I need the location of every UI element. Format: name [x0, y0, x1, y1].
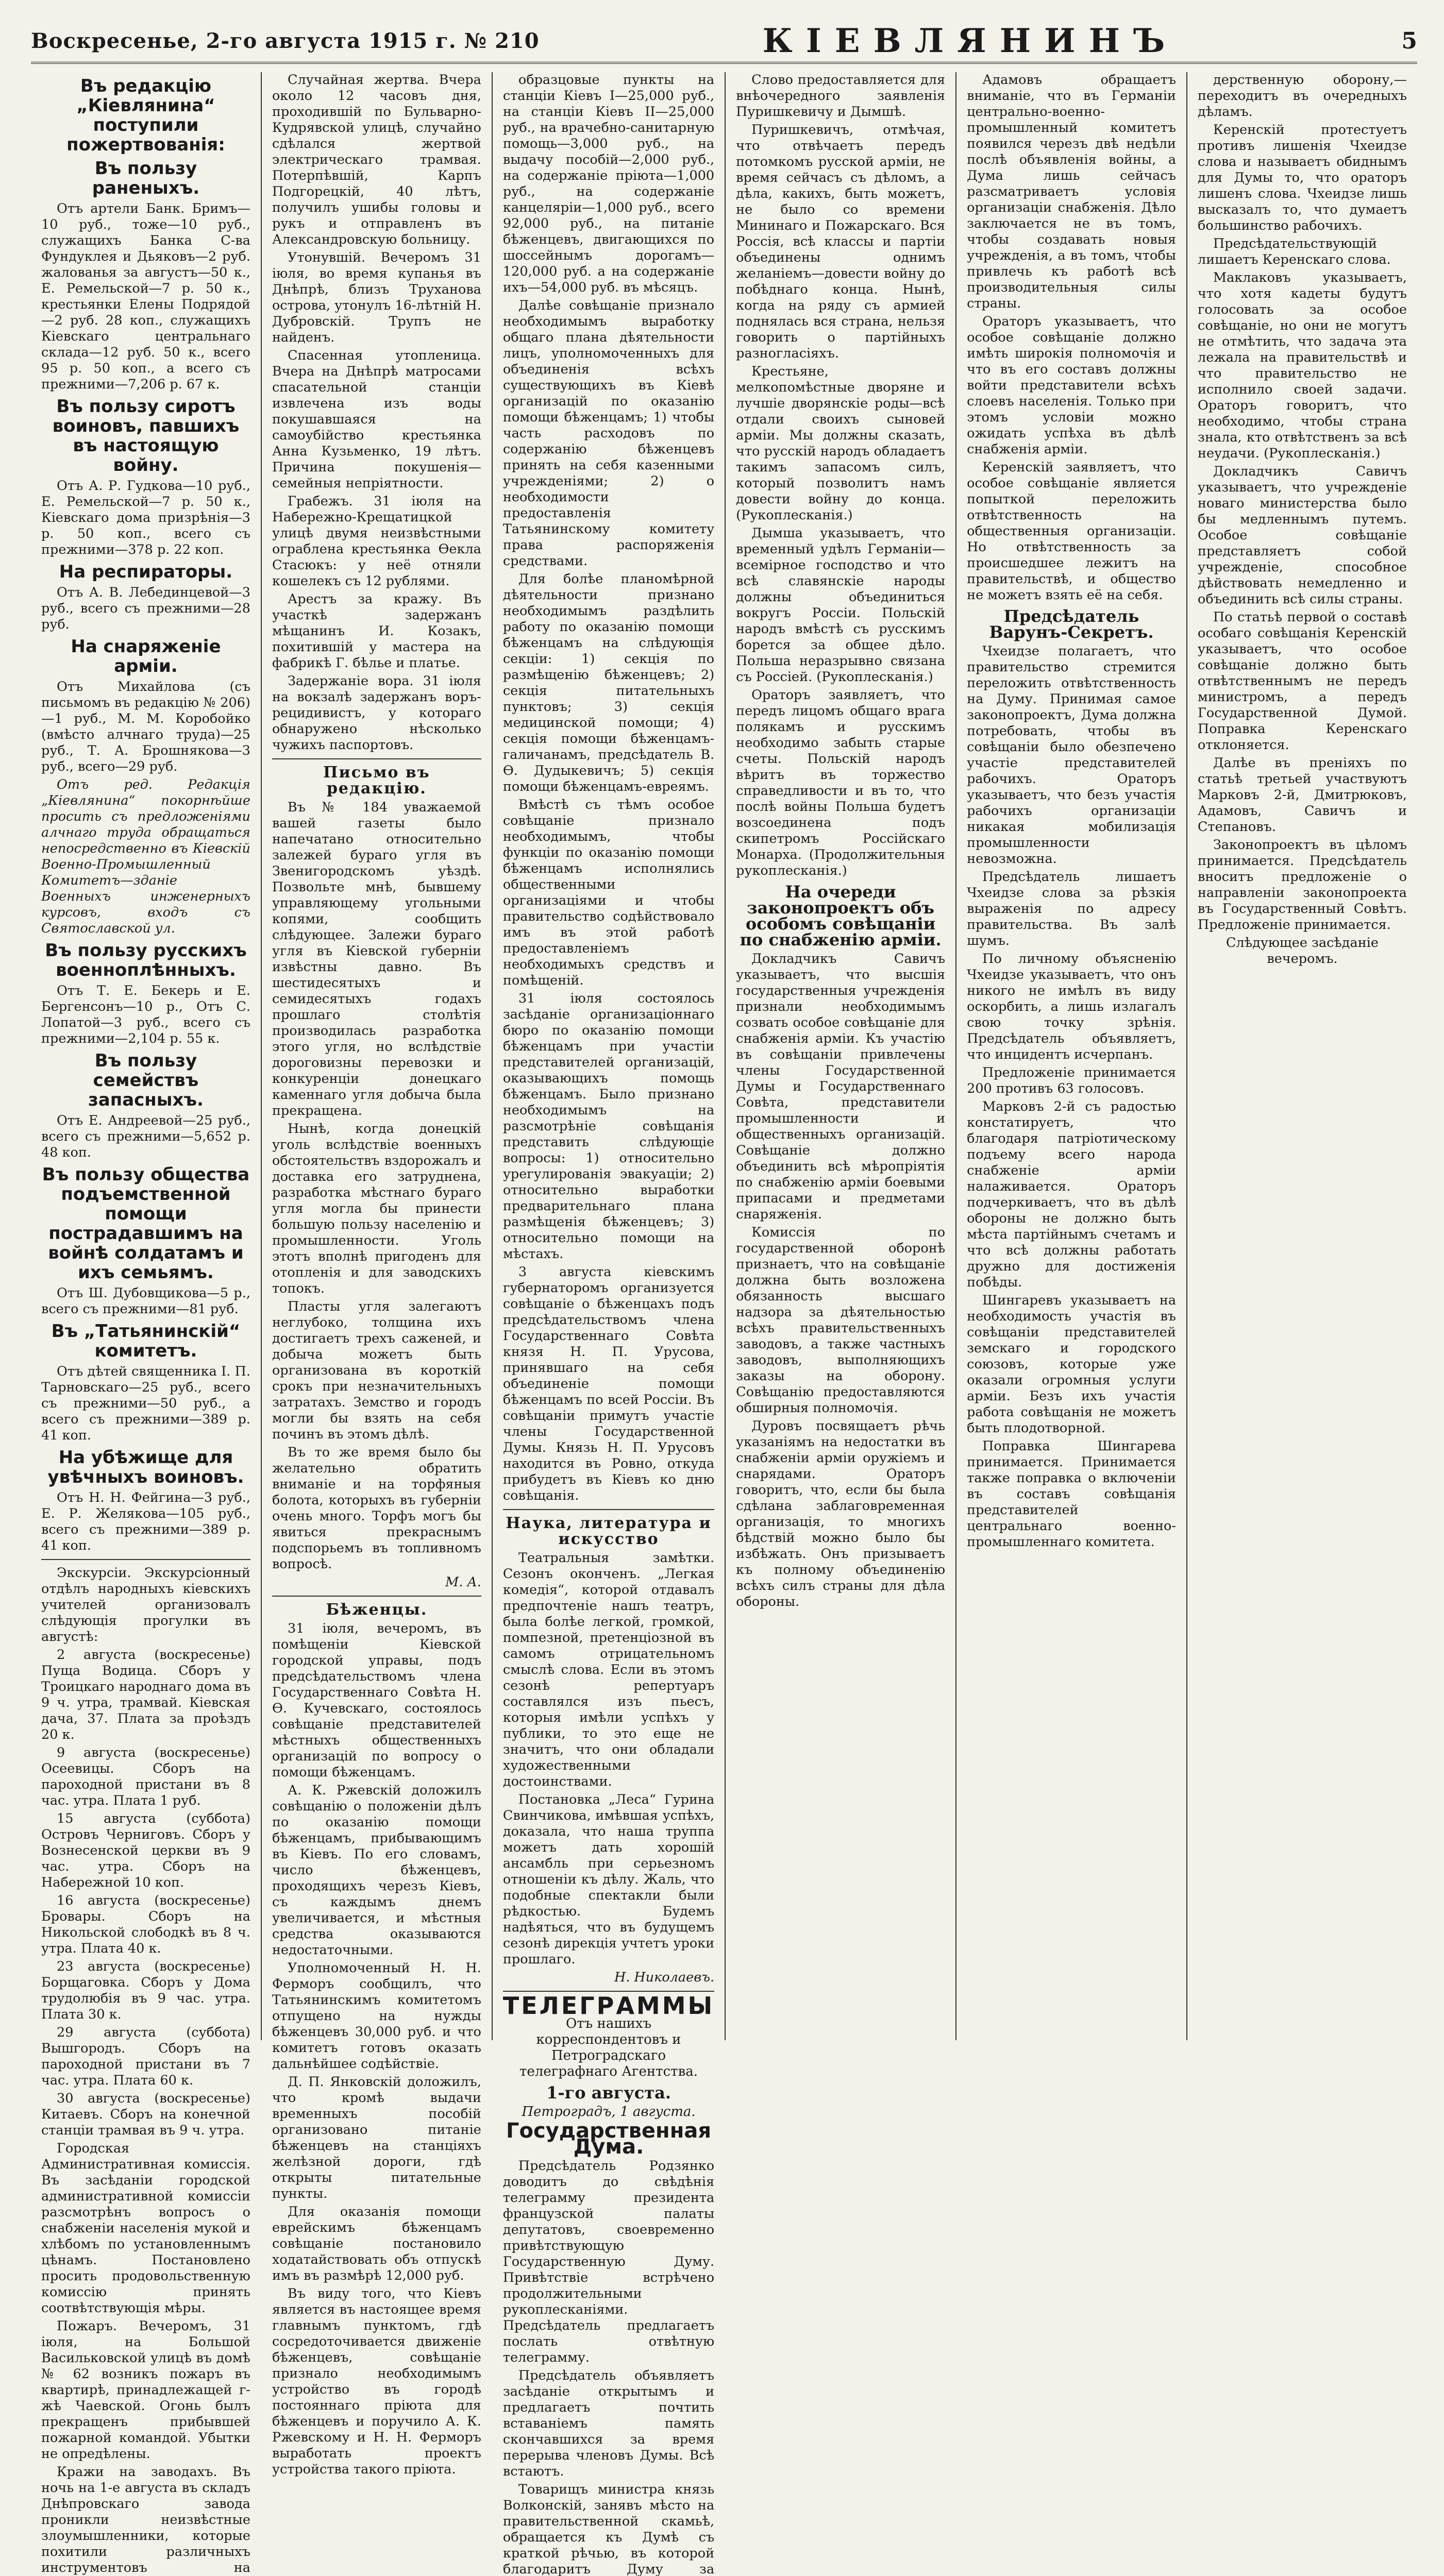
chronicle-item: 29 августа (суббота) Вышгородъ. Сборъ на пароходной пристани въ 7 час. утра. Плата 60 к.	[41, 2025, 250, 2088]
refugees-paragraph: Уполномоченный Н. Н. Ферморъ сообщилъ, что Татьянинскимъ комитетомъ отпущено на нужды бѣженцевъ 30,000 руб. и что комитетъ готовъ оказать дальнѣйшее содѣйствіе.	[272, 1960, 481, 2072]
duma-paragraph: Маклаковъ указываетъ, что хотя кадеты будутъ голосовать за особое совѣщаніе, но они не могутъ не отмѣтить, что задача эта лежала на правительствѣ и что правительство не исполнило своей задачи. Ораторъ говоритъ, что необходимо, чтобы страна знала, кто отвѣтственъ за всѣ неудачи. (Рукоплесканія.)	[1198, 270, 1407, 461]
refugees-paragraph: Вмѣстѣ съ тѣмъ особое совѣщаніе признало необходимымъ, чтобы функціи по оказанію помощи бѣженцамъ исполнялись общественными организаціями и чтобы правительство содѣйствовало имъ въ этой работѣ предоставленіемъ необходимыхъ средствъ и помѣщеній.	[502, 797, 715, 988]
newspaper-title: КІЕВЛЯНИНЪ	[762, 21, 1179, 60]
duma-paragraph: Предсѣдатель Родзянко доводитъ до свѣдѣнія телеграмму президента французской палаты депутатовъ, своевременно привѣтствующую Государственную Думу. Привѣтствіе встрѣчено продолжительными рукоплесканіями. Предсѣдатель предлагаетъ послать отвѣтную телеграмму.	[502, 2158, 715, 2365]
duma-heading: Государственная Дума.	[506, 2119, 711, 2159]
donations-heading: Въ редакцію „Кіевлянина“ поступили пожертвованія:	[66, 76, 225, 155]
respirators-heading: На респираторы.	[59, 562, 233, 582]
column-3	[493, 72, 726, 2576]
telegrams-dateline: Петроградъ, 1 августа.	[522, 2104, 696, 2120]
arts-paragraph: Постановка „Леса“ Гурина Свинчикова, имѣвшая успѣхъ, доказала, что наша труппа можетъ дать хорошій ансамбль при серьезномъ отношеніи къ дѣлу. Жаль, что подобные спектакли были рѣдкостью. Будемъ надѣяться, что въ будущемъ сезонѣ дирекція учтетъ уроки прошлаго.	[502, 1792, 715, 1967]
duma-paragraph: Законопроектъ въ цѣломъ принимается. Предсѣдатель вноситъ предложеніе о направленіи законопроекта въ Государственный Совѣтъ. Предложеніе принимается.	[1198, 837, 1407, 933]
tatiana-heading: Въ „Татьянинскій“ комитетъ.	[51, 1321, 241, 1361]
chronicle-item: 2 августа (воскресенье) Пуща Водица. Сборъ у Троицкаго народнаго дома въ 9 ч. утра, трамвай. Кіевская дача, 37. Плата за проѣздъ 20 к.	[41, 1647, 250, 1742]
duma-paragraph: Предсѣдатель объявляетъ засѣданіе открытымъ и предлагаетъ почтить вставаніемъ память скончавшихся за время перерыва членовъ Думы. Всѣ встаютъ.	[502, 2368, 715, 2479]
duma-paragraph: Чхеидзе полагаетъ, что правительство стремится переложить отвѣтственность на Думу. Принимая самое законопроектъ, Дума должна потребовать, чтобы въ совѣщаніи было обезпечено участіе представителей рабочихъ. Ораторъ указываетъ, что безъ участія рабочихъ организаціи никакая мобилизація промышленности невозможна.	[967, 643, 1177, 867]
divider	[272, 1596, 481, 1597]
duma-paragraph: Предсѣдательствующій лишаетъ Керенскаго слова.	[1198, 236, 1391, 267]
refugees-paragraph: Въ виду того, что Кіевъ является въ настоящее время главнымъ пунктомъ, гдѣ сосредоточивается движеніе бѣженцевъ, совѣщаніе признало необходимымъ устройство въ городѣ постояннаго пріюта для бѣженцевъ и поручило А. К. Ржевскому и Н. Н. Ферморъ выработать проектъ устройства такого пріюта.	[272, 2286, 481, 2477]
column-2	[262, 72, 493, 2477]
column-4	[726, 72, 956, 2040]
society-text: Отъ Ш. Дубовщикова—5 р., всего съ прежними—81 руб.	[41, 1285, 250, 1317]
duma-paragraph: Товарищъ министра князь Волконскій, занявъ мѣсто на правительственной скамьѣ, обращается къ Думѣ съ краткой рѣчью, въ которой благодаритъ Думу за	[502, 2482, 715, 2576]
refugees-paragraph: Для оказанія помощи еврейскимъ бѣженцамъ совѣщаніе постановило ходатайствовать объ отпускѣ имъ въ размѣрѣ 12,000 руб.	[272, 2204, 481, 2283]
refugees-paragraph: 3 августа кіевскимъ губернаторомъ организуется совѣщаніе о бѣженцахъ подъ предсѣдательствомъ члена Государственнаго Совѣта князя Н. П. Урусова, принявшаго на себя объединеніе помощи бѣженцамъ по всей Россіи. Въ совѣщаніи примутъ участіе члены Государственной Думы. Князь Н. П. Урусовъ находится въ Ровно, откуда прибудетъ въ Кіевъ ко дню совѣщанія.	[502, 1264, 715, 1503]
chronicle-item: Пожаръ. Вечеромъ, 31 іюля, на Большой Васильковской улицѣ въ домѣ № 62 возникъ пожаръ въ квартирѣ, принадлежащей г-жѣ Чаевской. Огонь былъ прекращенъ прибывшей пожарной командой. Убытки не опредѣлены.	[41, 2318, 250, 2462]
page-number: 5	[1401, 27, 1417, 54]
chair-heading: Предсѣдатель Варунъ-Секретъ.	[989, 606, 1154, 642]
duma-paragraph: Слово предоставляется для внѣочередного заявленія Пуришкевичу и Дымшѣ.	[736, 72, 946, 120]
duma-paragraph: Комиссія по государственной оборонѣ признаетъ, что на совѣщаніе должна быть возложена обязанность высшаго надзора за дѣятельностью всѣхъ правительственныхъ заводовъ, а также частныхъ заводовъ, выполняющихъ заказы на оборону. Совѣщанію предоставляются обширныя полномочія.	[736, 1225, 946, 1416]
divider	[272, 758, 481, 759]
telegrams-date: 1-го августа.	[546, 2083, 671, 2103]
respirators-text: Отъ А. В. Лебединцевой—3 руб., всего съ прежними—28 руб.	[41, 585, 250, 632]
invalids-heading: На убѣжище для увѣчныхъ воиновъ.	[47, 1447, 244, 1487]
duma-paragraph: Шингаревъ указываетъ на необходимость участія въ совѣщаніи представителей земскаго и городского союзовъ, которые уже оказали огромныя услуги арміи. Безъ ихъ участія работа совѣщанія не можетъ быть плодотворной.	[967, 1293, 1177, 1436]
reservists-text: Отъ Е. Андреевой—25 руб., всего съ прежними—5,652 р. 48 коп.	[41, 1113, 250, 1160]
incident-item: Арестъ за кражу. Въ участкѣ задержанъ мѣщанинъ И. Козакъ, похитившій у мастера на фабрикѣ Г. бѣлье и платье.	[272, 591, 481, 671]
reservists-heading: Въ пользу семействъ запасныхъ.	[88, 1050, 204, 1110]
column-6	[1187, 72, 1417, 2040]
divider	[503, 1509, 714, 1510]
russian-pows-text: Отъ Т. Е. Бекерь и Е. Бергенсонъ—10 р., Отъ С. Лопатой—3 руб., всего съ прежними—2,104 р. 55 к.	[41, 983, 250, 1046]
duma-paragraph: дерственную оборону,—переходитъ въ очередныхъ дѣламъ.	[1198, 72, 1407, 120]
chronicle-item: Городская Административная комиссія. Въ засѣданіи городской административной комиссіи разсмотрѣнъ вопросъ о снабженіи населенія мукой и хлѣбомъ по установленнымъ цѣнамъ. Постановлено просить продовольственную комиссію принять соотвѣтствующія мѣры.	[41, 2141, 250, 2316]
chronicle-item: 16 августа (воскресенье) Бровары. Сборъ на Никольской слободкѣ въ 8 ч. утра. Плата 40 к.	[41, 1893, 250, 1956]
tatiana-text: Отъ дѣтей священника І. П. Тарновскаго—25 руб., всего съ прежними—50 руб., а всего съ прежними—389 р. 41 коп.	[41, 1364, 250, 1443]
refugees-paragraph: Для болѣе планомѣрной дѣятельности признано необходимымъ раздѣлить работу по оказанію помощи бѣженцамъ на слѣдующія секціи: 1) секція по размѣщенію бѣженцевъ; 2) секція питательныхъ пунктовъ; 3) секція медицинской помощи; 4) секція помощи бѣженцамъ-галичанамъ, предсѣдатель В. Ѳ. Дудыкевичъ; 5) секція помощи бѣженцамъ-евреямъ.	[502, 571, 715, 794]
duma-paragraph: Дуровъ посвящаетъ рѣчь указаніямъ на недостатки въ снабженіи арміи оружіемъ и снарядами. Ораторъ говоритъ, что, если бы была сдѣлана заблаговременная организація, то многихъ бѣдствій можно было бы избѣжать. Онъ призываетъ къ полному объединенію всѣхъ силъ страны для дѣла обороны.	[736, 1418, 946, 1609]
duma-paragraph: Керенскій заявляетъ, что особое совѣщаніе является попыткой переложить отвѣтственность на общественныя организаціи. Но отвѣтственность за происшедшее лежитъ на правительствѣ, и общество не можетъ взять её на себя.	[967, 460, 1177, 603]
refugees-paragraph: образцовые пункты на станціи Кіевъ I—25,000 руб., на станціи Кіевъ II—25,000 руб., на врачебно-санитарную помощь—3,000 руб., на выдачу пособій—2,000 руб., на содержаніе пріюта—1,000 руб., на содержаніе канцеляріи—1,000 руб., всего 92,000 руб., на питаніе бѣженцевъ, двигающихся по шоссейнымъ дорогамъ—120,000 руб. а на содержаніе ихъ—54,000 руб. въ мѣсяцъ.	[502, 72, 715, 295]
column-5	[956, 72, 1187, 2040]
letter-heading: Письмо въ редакцію.	[323, 764, 430, 798]
chronicle-item: 30 августа (воскресенье) Китаевъ. Сборъ на конечной станціи трамвая въ 9 ч. утра.	[41, 2091, 250, 2138]
refugees-paragraph: 31 іюля состоялось засѣданіе организаціоннаго бюро по оказанію помощи бѣженцамъ при участіи представителей организацій, оказывающихъ помощь бѣженцамъ. Было признано необходимымъ на разсмотрѣніе совѣщанія представить слѣдующіе вопросы: 1) относительно урегулированія эвакуаціи; 2) относительно выработки предварительнаго плана размѣщенія бѣженцевъ; 3) относительно помощи на мѣстахъ.	[502, 991, 715, 1262]
army-text: Отъ Михайлова (съ письмомъ въ редакцію № 206)—1 руб., М. М. Коробойко (вмѣсто алчнаго труда)—25 руб., Т. А. Брошнякова—3 руб., всего—29 руб.	[41, 679, 250, 774]
letter-signature: М. А.	[445, 1574, 481, 1590]
wounded-text: Отъ артели Банк. Бримъ—10 руб., тоже—10 руб., служащихъ Банка С-ва Фундуклея и Дьяковъ—2 руб. жалованья за августъ—50 к., Е. Ремельской—7 р. 50 к., крестьянки Елены Подрядой—2 руб. 28 коп., служащихъ Кіевскаго центральнаго склада—12 руб. 50 к., всего 95 р. 50 коп., а всего съ прежними—7,206 р. 67 к.	[41, 201, 250, 392]
duma-paragraph: Предложеніе принимается 200 противъ 63 голосовъ.	[967, 1065, 1177, 1096]
duma-paragraph: Дымша указываетъ, что временный удѣлъ Германіи—всемірное господство и что всѣ славянскіе народы должны объединиться вокругъ Россіи. Польскій народъ вмѣстѣ съ русскимъ борется за общее дѣло. Польша неразрывно связана съ Россіей. (Рукоплесканія.)	[736, 526, 946, 685]
refugees-paragraph: Далѣе совѣщаніе признало необходимымъ выработку общаго плана дѣятельности лицъ, уполномоченныхъ для объединенія всѣхъ существующихъ въ Кіевѣ организацій по оказанію помощи бѣженцамъ; 1) чтобы часть расходовъ по содержанію бѣженцевъ принять на себя казенными учрежденіями; 2) о необходимости предоставленія Татьянинскому комитету права распоряженія средствами.	[502, 298, 715, 569]
telegrams-heading: ТЕЛЕГРАММЫ	[502, 1992, 715, 2020]
incident-item: Спасенная утопленица. Вчера на Днѣпрѣ матросами спасательной станціи извлечена изъ воды покушавшаяся на самоубійство крестьянка Анна Кузьменко, 19 лѣтъ. Причина покушенія—семейныя непріятности.	[272, 348, 481, 491]
chronicle-item: Экскурсіи. Экскурсіонный отдѣлъ народныхъ кіевскихъ учителей организовалъ слѣдующія прогулки въ августѣ:	[41, 1565, 250, 1645]
duma-paragraph: Марковъ 2-й съ радостью констатируетъ, что благодаря патріотическому подъему всего народа снабженіе арміи налаживается. Ораторъ подчеркиваетъ, что въ дѣлѣ обороны не должно быть мѣста партійнымъ счетамъ и что всѣ должны работать дружно для достиженія побѣды.	[967, 1099, 1177, 1290]
duma-paragraph: Далѣе въ преніяхъ по статьѣ третьей участвуютъ Марковъ 2-й, Дмитрюковъ, Адамовъ, Савичъ и Степановъ.	[1198, 755, 1407, 835]
arts-heading: Наука, литература и искусство	[506, 1514, 712, 1548]
duma-paragraph: По статьѣ первой о составѣ особаго совѣщанія Керенскій указываетъ, что особое совѣщаніе должно быть отвѣтственнымъ не передъ министромъ, а передъ Государственной Думой. Поправка Керенскаго отклоняется.	[1198, 609, 1407, 753]
duma-paragraph: Ораторъ указываетъ, что особое совѣщаніе должно имѣть широкія полномочія и что въ его составъ должны войти представители всѣхъ слоевъ населенія. Только при этомъ условіи можно ожидать успѣха въ дѣлѣ снабженія арміи.	[967, 314, 1177, 457]
duma-paragraph: Адамовъ обращаетъ вниманіе, что въ Германіи центрально-военно-промышленный комитетъ появился черезъ двѣ недѣли послѣ объявленія войны, а Дума лишь сейчасъ разсматриваетъ условія организаціи снабженія. Дѣло заключается не въ томъ, чтобы создавать новыя учрежденія, а въ томъ, чтобы привлечь къ работѣ всѣ производительныя силы страны.	[967, 72, 1177, 311]
next-session: Слѣдующее засѣданіе вечеромъ.	[1226, 935, 1379, 967]
incident-item: Грабежъ. 31 іюля на Набережно-Крещатицкой улицѣ двумя неизвѣстными ограблена крестьянка Ѳекла Стасюкъ: у неё отняли кошелекъ съ 12 рублями.	[272, 494, 481, 589]
duma-paragraph: По личному объясненію Чхеидзе указываетъ, что онъ никого не имѣлъ въ виду оскорбить, а лишь излагалъ свою точку зрѣнія. Предсѣдатель объявляетъ, что инцидентъ исчерпанъ.	[967, 951, 1177, 1062]
chronicle-item: 23 августа (воскресенье) Борщаговка. Сборъ у Дома трудолюбія въ 9 час. утра. Плата 30 к.	[41, 1959, 250, 2022]
duma-paragraph: Керенскій протестуетъ противъ лишенія Чхеидзе слова и называетъ обиднымъ для Думы то, что ораторъ лишенъ слова. Чхеидзе лишь высказалъ то, что думаетъ большинство рабочихъ.	[1198, 122, 1407, 233]
duma-paragraph: Ораторъ заявляетъ, что передъ лицомъ общаго врага полякамъ и русскимъ необходимо забыть старые счеты. Польскій народъ вѣритъ въ торжество справедливости и въ то, что послѣ войны Польша будетъ возсоединена подъ скипетромъ Россійскаго Монарха. (Продолжительныя рукоплесканія.)	[736, 687, 946, 878]
columns	[31, 72, 1417, 2576]
duma-paragraph: Докладчикъ Савичъ указываетъ, что высшія государственныя учрежденія признали необходимымъ созвать особое совѣщаніе для снабженія арміи. Къ участію въ совѣщаніи привлечены члены Государственной Думы и Государственнаго Совѣта, представители промышленности и общественныхъ организацій. Совѣщаніе должно объединить всѣ мѣропріятія по снабженію арміи боевыми припасами и предметами снаряженія.	[736, 951, 946, 1222]
issue-date: Воскресенье, 2-го августа 1915 г. № 210	[31, 28, 540, 53]
arts-signature: Н. Николаевъ.	[614, 1970, 715, 1985]
duma-paragraph: Докладчикъ Савичъ указываетъ, что учрежденіе новаго министерства было бы медленнымъ путемъ. Особое совѣщаніе представляетъ собой учрежденіе, способное дѣйствовать немедленно и объединить всѣ силы страны.	[1198, 464, 1407, 607]
telegrams-subheading: Отъ нашихъ корреспондентовъ и Петроградскаго телеграфнаго Агентства.	[519, 2016, 698, 2079]
army-heading: На снаряженіе арміи.	[71, 636, 221, 676]
society-heading: Въ пользу общества подъемственной помощи пострадавшимъ на войнѣ солдатамъ и ихъ семьямъ.	[42, 1164, 250, 1283]
orphans-heading: Въ пользу сиротъ воиновъ, павшихъ въ настоящую войну.	[52, 396, 240, 476]
incident-item: Утонувшій. Вечеромъ 31 іюля, во время купанья въ Днѣпрѣ, близъ Труханова острова, утонулъ 16-лѣтній Н. Дубровскій. Трупъ не найденъ.	[272, 250, 481, 345]
wounded-heading: Въ пользу раненыхъ.	[92, 158, 200, 198]
incident-item: Случайная жертва. Вчера около 12 часовъ дня, проходившій по Бульварно-Кудрявской улицѣ, случайно сдѣлался жертвой электрическаго трамвая. Потерпѣвшій, Карпъ Подгорецкій, 40 лѣтъ, получилъ ушибы головы и рукъ и отправленъ въ Александровскую больницу.	[272, 72, 481, 247]
agenda-heading: На очереди законопроектъ объ особомъ совѣщаніи по снабженію арміи.	[740, 882, 942, 950]
editor-note: Отъ ред. Редакція „Кіевлянина“ покорнѣйше просить съ предложеніями алчнаго труда обращаться непосредственно въ Кіевскій Военно-Промышленный Комитетъ—зданіе Военныхъ инженерныхъ курсовъ, входъ съ Святославской ул.	[41, 777, 250, 936]
chronicle-item: Кражи на заводахъ. Въ ночь на 1-е августа въ складъ Днѣпровскаго завода проникли неизвѣстные злоумышленники, которые похитили различныхъ инструментовъ на	[41, 2464, 250, 2575]
duma-paragraph: Предсѣдатель лишаетъ Чхеидзе слова за рѣзкія выраженія по адресу правительства. Въ залѣ шумъ.	[967, 869, 1177, 948]
chronicle-item: 9 августа (воскресенье) Осеевицы. Сборъ на пароходной пристани въ 8 час. утра. Плата 1 руб.	[41, 1745, 250, 1808]
russian-pows-heading: Въ пользу русскихъ военноплѣнныхъ.	[45, 940, 247, 980]
refugees-paragraph: 31 іюля, вечеромъ, въ помѣщеніи Кіевской городской управы, подъ предсѣдательствомъ члена Государственнаго Совѣта Н. Ѳ. Кучевскаго, состоялось совѣщаніе представителей мѣстныхъ общественныхъ организацій по вопросу о помощи бѣженцамъ.	[272, 1621, 481, 1780]
letter-paragraph: Пласты угля залегаютъ неглубоко, толщина ихъ достигаетъ трехъ саженей, и добыча можетъ быть организована въ короткій срокъ при незначительныхъ затратахъ. Земство и городъ могли бы взять на себя починъ въ этомъ дѣлѣ.	[272, 1299, 481, 1442]
letter-paragraph: Въ то же время было бы желательно обратить вниманіе и на торфяныя болота, которыхъ въ губерніи очень много. Торфъ могъ бы явиться прекраснымъ подспорьемъ въ топливномъ вопросѣ.	[272, 1445, 481, 1572]
column-1	[31, 72, 262, 2575]
invalids-text: Отъ Н. Н. Фейгина—3 руб., Е. Р. Желякова—105 руб., всего съ прежними—389 р. 41 коп.	[41, 1490, 250, 1553]
letter-paragraph: Нынѣ, когда донецкій уголь вслѣдствіе военныхъ обстоятельствъ вздорожалъ и доставка его затруднена, разработка мѣстнаго бураго угля могла бы принести большую пользу населенію и промышленности. Уголь этотъ вполнѣ пригоденъ для отопленія и для заводскихъ топокъ.	[272, 1121, 481, 1296]
duma-paragraph: Крестьяне, мелкопомѣстные дворяне и лучшіе дворянскіе роды—всѣ отдали своихъ сыновей арміи. Мы должны сказать, что русскій народъ обладаетъ такимъ запасомъ силъ, который позволитъ намъ довести войну до конца. (Рукоплесканія.)	[736, 364, 946, 523]
letter-paragraph: Въ № 184 уважаемой вашей газеты было напечатано относительно залежей бураго угля въ Звенигородскомъ уѣздѣ. Позвольте мнѣ, бывшему управляющему угольными копями, сообщить слѣдующее. Залежи бураго угля въ Кіевской губерніи извѣстны давно. Въ шестидесятыхъ и семидесятыхъ годахъ прошлаго столѣтія производилась разработка этого угля, но вслѣдствіе дороговизны перевозки и конкуренціи донецкаго каменнаго угля добыча была прекращена.	[272, 800, 481, 1118]
refugees-paragraph: А. К. Ржевскій доложилъ совѣщанію о положеніи дѣлъ по оказанію помощи бѣженцамъ, прибывающимъ въ Кіевъ. По его словамъ, число бѣженцевъ, проходящихъ черезъ Кіевъ, съ каждымъ днемъ увеличивается, и мѣстныя средства оказываются недостаточными.	[272, 1783, 481, 1958]
orphans-text: Отъ А. Р. Гудкова—10 руб., Е. Ремельской—7 р. 50 к., Кіевскаго дома призрѣнія—3 р. 50 коп., всего съ прежними—378 р. 22 коп.	[41, 478, 250, 557]
masthead	[31, 20, 1417, 64]
refugees-heading: Бѣженцы.	[326, 1601, 428, 1619]
incident-item: Задержаніе вора. 31 іюля на вокзалѣ задержанъ воръ-рецидивистъ, у котораго обнаружено нѣсколько чужихъ паспортовъ.	[272, 673, 481, 753]
chronicle-item: 15 августа (суббота) Островъ Черниговъ. Сборъ у Вознесенской церкви въ 9 час. утра. Сборъ на Набережной 10 коп.	[41, 1811, 250, 1890]
arts-paragraph: Театральныя замѣтки. Сезонъ оконченъ. „Легкая комедія“, которой отдавалъ предпочтеніе нашъ театръ, была болѣе легкой, громкой, помпезной, претенціозной въ самомъ отрицательномъ смыслѣ слова. Если въ этомъ сезонѣ репертуаръ составлялся изъ пьесъ, которыя имѣли успѣхъ у публики, то это еще не значитъ, что они обладали художественными достоинствами.	[502, 1550, 715, 1789]
divider	[41, 1559, 250, 1560]
duma-paragraph: Пуришкевичъ, отмѣчая, что отвѣчаетъ передъ потомкомъ русской арміи, не время сейчасъ съ дѣломъ, а дѣла, какихъ, быть можетъ, не было со времени Мининаго и Пожарскаго. Вся Россія, всѣ классы и партіи объединены однимъ желаніемъ—довести войну до побѣднаго конца. Нынѣ, когда на ряду съ армией поднялась вся страна, нельзя говорить о партійныхъ разногласіяхъ.	[736, 122, 946, 361]
refugees-paragraph: Д. П. Янковскій доложилъ, что кромѣ выдачи временныхъ пособій организовано питаніе бѣженцевъ на станціяхъ желѣзной дороги, гдѣ открыты питательные пункты.	[272, 2074, 481, 2201]
duma-paragraph: Поправка Шингарева принимается. Принимается также поправка о включеніи въ составъ совѣщанія представителей центральнаго военно-промышленнаго комитета.	[967, 1438, 1177, 1550]
